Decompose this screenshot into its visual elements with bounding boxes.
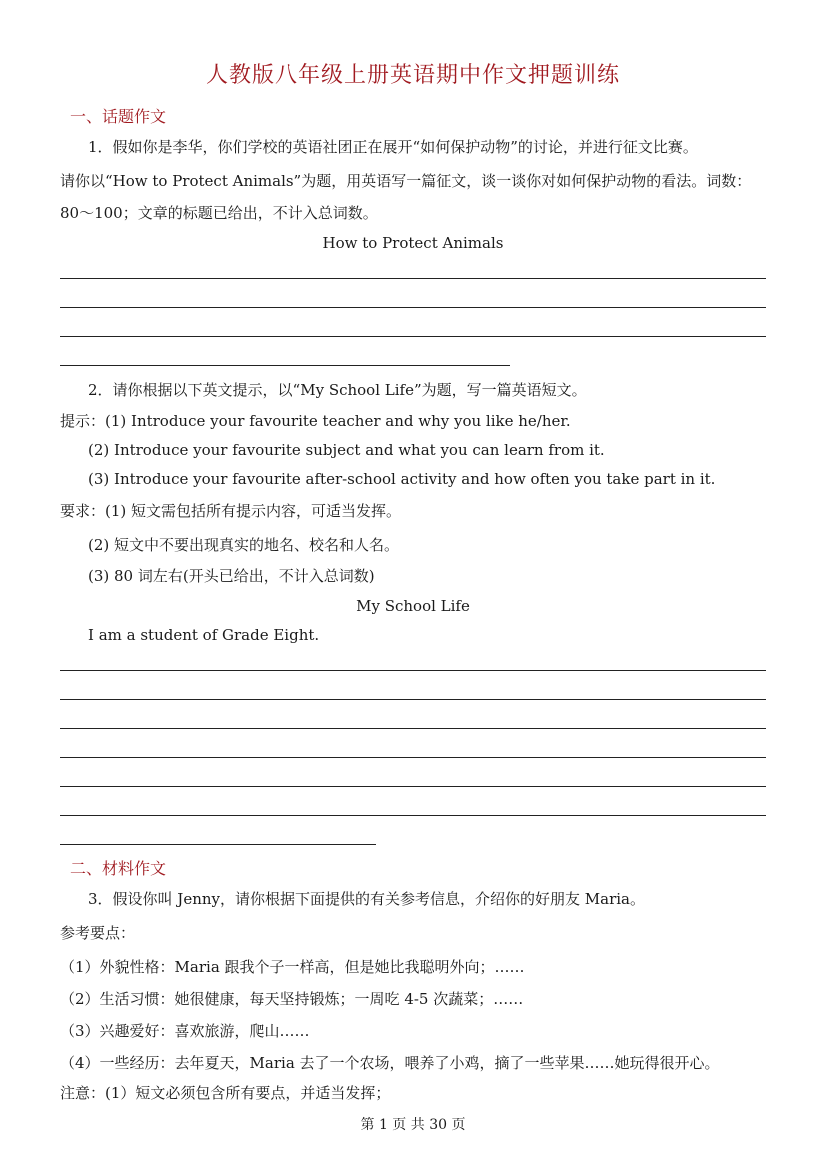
answer-line xyxy=(60,786,766,787)
q1-line-3: 80～100；文章的标题已给出，不计入总词数。 xyxy=(60,204,378,222)
answer-line xyxy=(60,336,766,337)
answer-line xyxy=(60,699,766,700)
q1-essay-title: How to Protect Animals xyxy=(322,234,504,252)
answer-line xyxy=(60,365,510,366)
q2-essay-title: My School Life xyxy=(356,597,470,615)
section-1-heading: 一、话题作文 xyxy=(70,107,167,126)
q2-requirement-1: 要求：(1) 短文需包括所有提示内容，可适当发挥。 xyxy=(60,502,402,520)
q2-opening-sentence: I am a student of Grade Eight. xyxy=(88,626,320,644)
q3-point-1: （1）外貌性格：Maria 跟我个子一样高，但是她比我聪明外向；…… xyxy=(60,958,525,976)
answer-line xyxy=(60,307,766,308)
q1-line-2: 请你以“How to Protect Animals”为题，用英语写一篇征文，谈一谈你对如何保护动物的看法。词数： xyxy=(60,172,752,190)
answer-line xyxy=(60,757,766,758)
section-2-heading: 二、材料作文 xyxy=(70,859,167,878)
q2-intro: 2．请你根据以下英文提示，以“My School Life”为题，写一篇英语短文。 xyxy=(88,381,587,399)
q3-points-label: 参考要点： xyxy=(60,924,136,942)
q3-note-1: 注意：(1）短文必须包含所有要点，并适当发挥； xyxy=(60,1084,391,1102)
answer-line xyxy=(60,670,766,671)
q2-hint-1: 提示：(1) Introduce your favourite teacher and why you like he/her. xyxy=(60,412,571,430)
q3-point-3: （3）兴趣爱好：喜欢旅游，爬山…… xyxy=(60,1022,310,1040)
document-title: 人教版八年级上册英语期中作文押题训练 xyxy=(205,63,620,88)
answer-line xyxy=(60,815,766,816)
q2-requirement-3: (3) 80 词左右(开头已给出，不计入总词数) xyxy=(88,567,375,585)
q2-hint-3: (3) Introduce your favourite after-school activity and how often you take part in it. xyxy=(88,470,716,488)
answer-line xyxy=(60,728,766,729)
answer-line xyxy=(60,844,376,845)
q3-intro: 3．假设你叫 Jenny，请你根据下面提供的有关参考信息，介绍你的好朋友 Maria。 xyxy=(88,890,645,908)
page-number: 第 1 页 共 30 页 xyxy=(360,1117,466,1133)
q1-line-1: 1．假如你是李华，你们学校的英语社团正在展开“如何保护动物”的讨论，并进行征文比赛。 xyxy=(88,138,698,156)
q2-requirement-2: (2) 短文中不要出现真实的地名、校名和人名。 xyxy=(88,536,400,554)
answer-line xyxy=(60,278,766,279)
q3-point-4: （4）一些经历：去年夏天，Maria 去了一个农场，喂养了小鸡，摘了一些苹果……她玩得很开心。 xyxy=(60,1054,720,1072)
q2-hint-2: (2) Introduce your favourite subject and what you can learn from it. xyxy=(88,441,605,459)
q3-point-2: （2）生活习惯：她很健康，每天坚持锻炼；一周吃 4-5 次蔬菜；…… xyxy=(60,990,524,1008)
